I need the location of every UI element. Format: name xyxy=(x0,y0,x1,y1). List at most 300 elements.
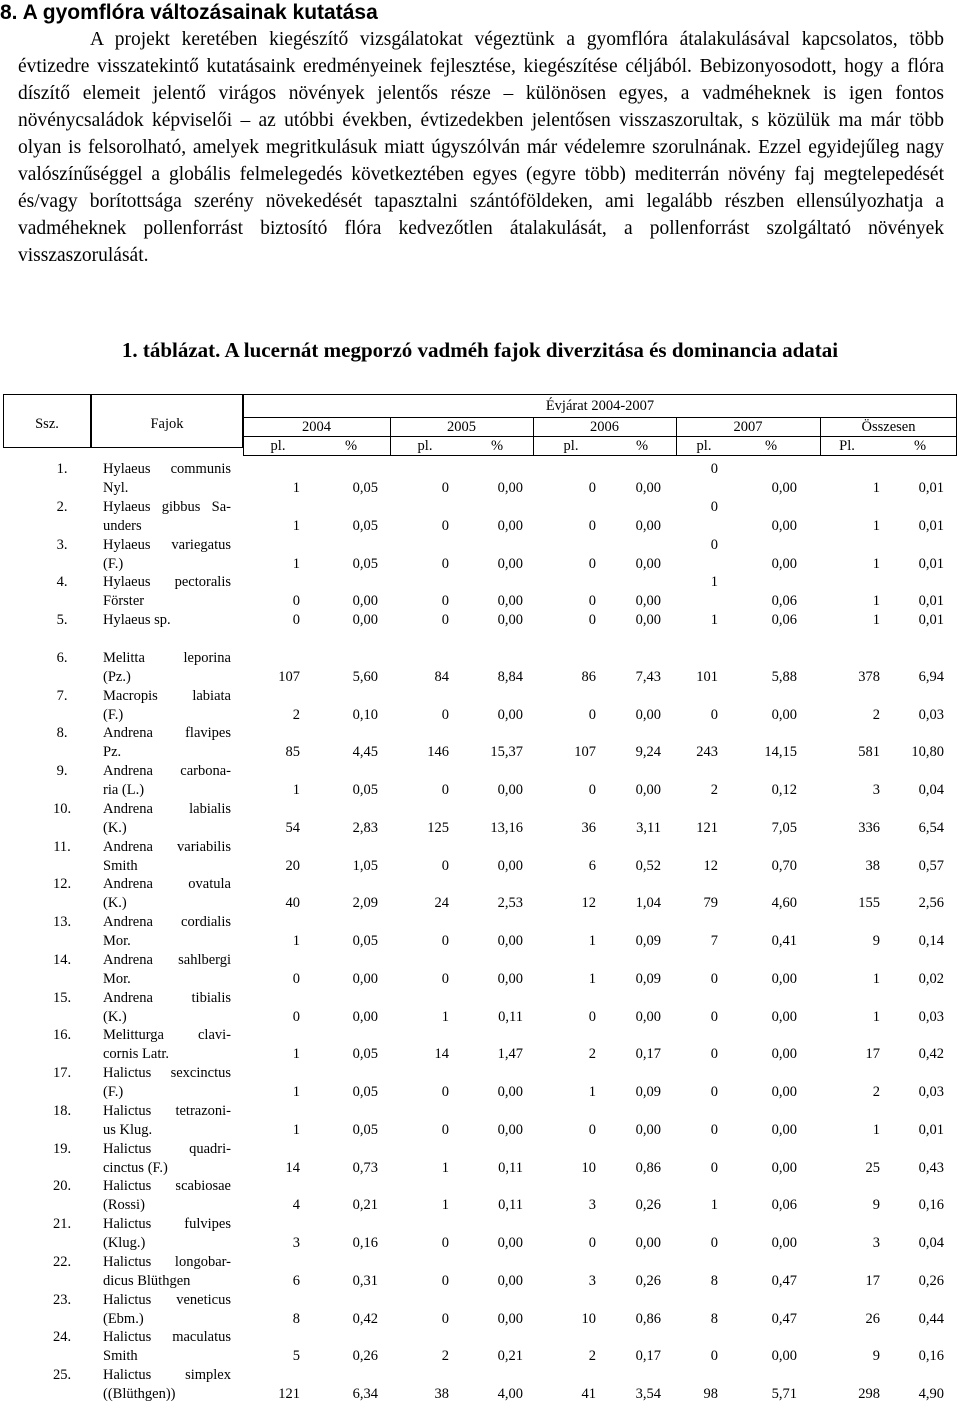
cell-value: 1 xyxy=(872,517,880,534)
cell-value: 0,00 xyxy=(497,612,523,628)
row-number: 12. xyxy=(52,876,72,893)
cell-value: 0,01 xyxy=(918,1121,944,1138)
species-name: dicus Blüthgen xyxy=(103,1272,191,1289)
year-header: 2004 xyxy=(302,419,331,435)
cell-value: 26 xyxy=(865,1310,880,1327)
cell-value: 0,09 xyxy=(635,933,661,949)
species-name: (Klug.) xyxy=(103,1235,146,1251)
data-table xyxy=(0,394,960,1409)
cell-value: 1 xyxy=(588,1084,596,1100)
cell-value: 7,05 xyxy=(771,819,797,836)
cell-value: 0 xyxy=(588,1008,596,1025)
cell-value: 6,54 xyxy=(918,819,944,836)
cell-value: 0 xyxy=(292,612,300,628)
species-name: us Klug. xyxy=(103,1121,153,1138)
species-name: Förster xyxy=(103,593,145,610)
cell-value: 0,01 xyxy=(918,612,944,628)
cell-value: 1 xyxy=(292,517,300,534)
row-number: 1. xyxy=(56,461,68,477)
species-name: Hylaeus pectoralis xyxy=(103,574,231,591)
cell-value: 0 xyxy=(441,1310,449,1327)
row-number: 11. xyxy=(53,838,71,855)
species-name: Mor. xyxy=(103,970,131,987)
cell-value: 0 xyxy=(710,1008,718,1025)
cell-value: 0 xyxy=(292,1008,300,1025)
cell-value: 0,26 xyxy=(918,1272,944,1289)
cell-value: 0,00 xyxy=(497,857,523,874)
cell-value: 0,00 xyxy=(771,1348,797,1365)
cell-value: 0 xyxy=(710,498,718,515)
cell-value: 25 xyxy=(865,1159,880,1176)
cell-value: 0,06 xyxy=(771,1197,797,1214)
cell-value: 0 xyxy=(710,1121,718,1138)
cell-value: 0,00 xyxy=(771,706,797,723)
unit-header: pl. xyxy=(563,438,579,454)
cell-value: 0,26 xyxy=(352,1348,378,1365)
cell-value: 2,09 xyxy=(352,895,378,912)
species-name: Melitta leporina xyxy=(103,649,231,666)
species-name: Mor. xyxy=(103,933,131,949)
cell-value: 0,00 xyxy=(635,612,661,628)
cell-value: 0,02 xyxy=(918,970,944,987)
row-number: 14. xyxy=(52,951,72,968)
cell-value: 17 xyxy=(865,1046,880,1063)
species-name: Halictus sexcinctus xyxy=(103,1065,231,1081)
row-number: 10. xyxy=(52,800,72,817)
cell-value: 0,00 xyxy=(497,706,523,723)
cell-value: 0,01 xyxy=(918,593,944,610)
cell-value: 38 xyxy=(434,1386,449,1402)
cell-value: 107 xyxy=(278,668,300,685)
species-name: Smith xyxy=(103,857,138,874)
cell-value: 1 xyxy=(710,1197,718,1214)
cell-value: 1 xyxy=(872,612,880,628)
cell-value: 2,56 xyxy=(918,895,944,912)
cell-value: 14 xyxy=(285,1159,300,1176)
species-name: Halictus veneticus xyxy=(103,1291,231,1308)
cell-value: 0,00 xyxy=(771,1235,797,1251)
cell-value: 0,21 xyxy=(497,1348,523,1365)
cell-value: 101 xyxy=(696,668,718,685)
cell-value: 0 xyxy=(710,1084,718,1100)
species-name: (K.) xyxy=(103,895,127,912)
cell-value: 84 xyxy=(434,668,449,685)
unit-header: pl. xyxy=(696,438,712,454)
row-number: 16. xyxy=(52,1027,72,1044)
row-number: 21. xyxy=(52,1216,72,1232)
cell-value: 8,84 xyxy=(497,668,523,685)
cell-value: 0 xyxy=(441,555,449,572)
species-name: Andrena ovatula xyxy=(103,876,231,893)
cell-value: 0,00 xyxy=(771,517,797,534)
cell-value: 0 xyxy=(588,782,596,798)
species-name: Halictus longobar- xyxy=(103,1253,231,1270)
cell-value: 0,05 xyxy=(352,1046,378,1063)
year-header: 2007 xyxy=(733,419,763,435)
cell-value: 0 xyxy=(441,517,449,534)
species-name: Halictus maculatus xyxy=(103,1329,231,1346)
cell-value: 107 xyxy=(574,744,596,761)
unit-header: % xyxy=(490,438,504,454)
cell-value: 5,60 xyxy=(352,668,378,685)
cell-value: 1,47 xyxy=(497,1046,523,1063)
cell-value: 0,00 xyxy=(771,1008,797,1025)
species-name: Andrena labialis xyxy=(103,800,231,817)
cell-value: 4 xyxy=(292,1197,300,1214)
species-name: ria (L.) xyxy=(103,782,145,798)
cell-value: 4,90 xyxy=(918,1386,944,1402)
cell-value: 0,21 xyxy=(352,1197,378,1214)
cell-value: 378 xyxy=(858,668,880,685)
cell-value: 0,57 xyxy=(918,857,944,874)
cell-value: 0,00 xyxy=(497,1310,523,1327)
cell-value: 1,05 xyxy=(352,857,378,874)
cell-value: 1,04 xyxy=(635,895,661,912)
row-number: 6. xyxy=(56,649,68,666)
cell-value: 1 xyxy=(292,555,300,572)
row-number: 19. xyxy=(52,1140,72,1157)
cell-value: 1 xyxy=(292,1121,300,1138)
row-number: 23. xyxy=(52,1291,72,1308)
cell-value: 581 xyxy=(858,744,880,761)
species-name: Andrena tibialis xyxy=(103,989,231,1006)
unit-header: pl. xyxy=(417,438,433,454)
cell-value: 1 xyxy=(872,555,880,572)
species-name: Halictus quadri- xyxy=(103,1140,231,1157)
year-header: 2005 xyxy=(447,419,476,435)
cell-value: 0 xyxy=(441,480,449,496)
cell-value: 146 xyxy=(427,744,449,761)
cell-value: 98 xyxy=(703,1386,718,1402)
cell-value: 1 xyxy=(292,782,300,798)
cell-value: 6 xyxy=(588,857,596,874)
section-heading: 8. A gyomflóra változásainak kutatása xyxy=(0,1,378,24)
cell-value: 10 xyxy=(581,1310,596,1327)
cell-value: 0 xyxy=(710,970,718,987)
cell-value: 1 xyxy=(588,970,596,987)
cell-value: 1 xyxy=(292,933,300,949)
cell-value: 41 xyxy=(581,1386,596,1402)
header-bottom-rule xyxy=(243,455,957,456)
cell-value: 0 xyxy=(292,970,300,987)
cell-value: 243 xyxy=(696,744,718,761)
cell-value: 0,47 xyxy=(771,1272,797,1289)
row-number: 7. xyxy=(56,687,68,704)
row-number: 18. xyxy=(52,1102,72,1119)
cell-value: 0 xyxy=(441,1272,449,1289)
cell-value: 2 xyxy=(872,706,880,723)
cell-value: 0 xyxy=(441,593,449,610)
cell-value: 0,03 xyxy=(918,1008,944,1025)
cell-value: 0,00 xyxy=(771,970,797,987)
cell-value: 0 xyxy=(710,461,718,477)
cell-value: 4,00 xyxy=(497,1386,523,1402)
cell-value: 0,00 xyxy=(635,517,661,534)
cell-value: 0,05 xyxy=(352,555,378,572)
cell-value: 1 xyxy=(872,593,880,610)
cell-value: 0 xyxy=(710,1348,718,1365)
cell-value: 0 xyxy=(710,1235,718,1251)
cell-value: 121 xyxy=(696,819,718,836)
cell-value: 3 xyxy=(292,1235,300,1251)
species-name: Andrena carbona- xyxy=(103,763,231,779)
cell-value: 0,05 xyxy=(352,1084,378,1100)
species-name: Smith xyxy=(103,1348,138,1365)
cell-value: 5,88 xyxy=(771,668,797,685)
cell-value: 0,00 xyxy=(635,555,661,572)
cell-value: 0,00 xyxy=(352,593,378,610)
cell-value: 24 xyxy=(434,895,449,912)
species-name: (K.) xyxy=(103,1008,127,1025)
cell-value: 0,00 xyxy=(497,782,523,798)
species-name: (F.) xyxy=(103,706,124,723)
cell-value: 0,03 xyxy=(918,706,944,723)
cell-value: 14,15 xyxy=(764,744,797,761)
cell-value: 298 xyxy=(858,1386,880,1402)
cell-value: 0,00 xyxy=(635,1235,661,1251)
body-paragraph: A projekt keretében kiegészítő vizsgálatokat végeztünk a gyomflóra átalakulásával kapcsolatos, több évtizedre visszatekintő kutatásaink eredményeinek fejlesztése, kiegészítése céljából. Bebizonyosodott, hogy a flóra díszítő elemeit jelentő virágos növények jelentős része – különösen egyes, a vadméheknek is igen fontos növénycsaládok képviselői – az utóbbi években, évtizedekben jelentősen visszaszorultak, s közülük ma már több olyan is felsorolható, amelyek megritkulásuk miatt úgyszólván már védelemre szorulnának. Ezzel egyidejűleg nagy valószínűséggel a globális felmelegedés következtében egyes (egyre több) mediterrán növény faj megtelepedését és/vagy borítottsága szerény növekedését tapasztalni szántóföldeken, ami legalább részben ellensúlyozhatja a vadméheknek pollenforrást biztosító flóra kedvezőtlen átalakulását, a pollenforrást szolgáltató növények visszaszorulását. xyxy=(18,29,944,266)
cell-value: 15,37 xyxy=(490,744,523,761)
unit-header: Pl. xyxy=(839,438,855,454)
cell-value: 0,11 xyxy=(498,1159,523,1176)
cell-value: 0,01 xyxy=(918,517,944,534)
cell-value: 0,41 xyxy=(771,933,797,949)
cell-value: 2 xyxy=(441,1348,449,1365)
cell-value: 0,05 xyxy=(352,517,378,534)
cell-value: 0,00 xyxy=(497,517,523,534)
cell-value: 336 xyxy=(858,819,880,836)
cell-value: 9 xyxy=(872,933,880,949)
cell-value: 0,00 xyxy=(771,1084,797,1100)
cell-value: 0 xyxy=(441,857,449,874)
cell-value: 1 xyxy=(441,1197,449,1214)
cell-value: 0,11 xyxy=(498,1197,523,1214)
cell-value: 0,10 xyxy=(352,706,378,723)
unit-header: % xyxy=(913,438,927,454)
cell-value: 0 xyxy=(441,706,449,723)
cell-value: 0,00 xyxy=(635,593,661,610)
cell-value: 1 xyxy=(872,480,880,496)
row-number: 2. xyxy=(56,498,68,515)
cell-value: 5,71 xyxy=(771,1386,797,1402)
species-name: Halictus simplex xyxy=(103,1367,231,1383)
cell-value: 0,00 xyxy=(497,970,523,987)
cell-value: 7,43 xyxy=(635,668,661,685)
species-name: Hylaeus gibbus Sa- xyxy=(103,498,231,515)
cell-value: 12 xyxy=(581,895,596,912)
cell-value: 0 xyxy=(588,517,596,534)
cell-value: 0 xyxy=(710,1159,718,1176)
row-number: 4. xyxy=(56,574,68,591)
cell-value: 0 xyxy=(588,1121,596,1138)
cell-value: 0,12 xyxy=(771,782,797,798)
cell-value: 0,00 xyxy=(497,1121,523,1138)
cell-value: 3,11 xyxy=(636,819,661,836)
cell-value: 0,05 xyxy=(352,933,378,949)
cell-value: 1 xyxy=(872,1008,880,1025)
cell-value: 0 xyxy=(441,612,449,628)
cell-value: 0,05 xyxy=(352,782,378,798)
cell-value: 0,00 xyxy=(497,480,523,496)
cell-value: 0,47 xyxy=(771,1310,797,1327)
cell-value: 0,04 xyxy=(918,1235,944,1251)
species-name: Pz. xyxy=(103,744,122,761)
cell-value: 8 xyxy=(710,1272,718,1289)
cell-value: 1 xyxy=(292,1084,300,1100)
cell-value: 0,16 xyxy=(918,1348,944,1365)
species-name: Andrena variabilis xyxy=(103,838,231,855)
cell-value: 1 xyxy=(441,1159,449,1176)
cell-value: 0,86 xyxy=(635,1310,661,1327)
species-name: Macropis labiata xyxy=(103,687,231,704)
cell-value: 0 xyxy=(710,706,718,723)
species-name: (F.) xyxy=(103,555,124,572)
cell-value: 38 xyxy=(865,857,880,874)
species-name: (Pz.) xyxy=(103,668,131,685)
cell-value: 0,00 xyxy=(497,933,523,949)
cell-value: 0,43 xyxy=(918,1159,944,1176)
cell-value: 0 xyxy=(588,612,596,628)
cell-value: 2 xyxy=(588,1348,596,1365)
cell-value: 6,34 xyxy=(352,1386,378,1402)
cell-value: 12 xyxy=(703,857,718,874)
table-caption: 1. táblázat. A lucernát megporzó vadméh fajok diverzitása és dominancia adatai xyxy=(121,338,839,362)
cell-value: 0,00 xyxy=(635,480,661,496)
cell-value: 0,06 xyxy=(771,612,797,628)
cell-value: 4,45 xyxy=(352,744,378,761)
species-name: Halictus tetrazoni- xyxy=(103,1102,231,1119)
row-number: 25. xyxy=(52,1367,72,1383)
species-name: Andrena cordialis xyxy=(103,914,231,930)
cell-value: 1 xyxy=(292,1046,300,1063)
cell-value: 0,00 xyxy=(352,1008,378,1025)
cell-value: 0 xyxy=(441,782,449,798)
cell-value: 0,00 xyxy=(497,555,523,572)
cell-value: 0,06 xyxy=(771,593,797,610)
cell-value: 54 xyxy=(285,819,300,836)
row-number: 15. xyxy=(52,989,72,1006)
unit-header: pl. xyxy=(270,438,286,454)
cell-value: 8 xyxy=(710,1310,718,1327)
cell-value: 0,31 xyxy=(352,1272,378,1289)
species-name: unders xyxy=(103,517,142,534)
cell-value: 0,00 xyxy=(497,1235,523,1251)
cell-value: 9,24 xyxy=(635,744,661,761)
species-name: ((Blüthgen)) xyxy=(103,1386,176,1402)
cell-value: 1 xyxy=(872,970,880,987)
cell-value: 0 xyxy=(292,593,300,610)
cell-value: 0,00 xyxy=(771,480,797,496)
cell-value: 0,17 xyxy=(635,1348,661,1365)
cell-value: 0,42 xyxy=(918,1046,944,1063)
unit-header: % xyxy=(344,438,358,454)
cell-value: 0,00 xyxy=(771,1046,797,1063)
cell-value: 10,80 xyxy=(911,744,944,761)
cell-value: 0 xyxy=(441,970,449,987)
cell-value: 3 xyxy=(588,1272,596,1289)
cell-value: 1 xyxy=(872,1121,880,1138)
cell-value: 125 xyxy=(427,819,449,836)
cell-value: 3 xyxy=(872,1235,880,1251)
cell-value: 3 xyxy=(588,1197,596,1214)
species-name: (F.) xyxy=(103,1084,124,1100)
cell-value: 10 xyxy=(581,1159,596,1176)
species-name: Halictus scabiosae xyxy=(103,1178,231,1195)
year-header: Összesen xyxy=(861,419,916,435)
row-number: 9. xyxy=(56,763,68,779)
cell-value: 85 xyxy=(285,744,300,761)
species-name: Melitturga clavi- xyxy=(103,1027,231,1044)
cell-value: 9 xyxy=(872,1348,880,1365)
cell-value: 0 xyxy=(710,1046,718,1063)
cell-value: 3 xyxy=(872,782,880,798)
cell-value: 0,03 xyxy=(918,1084,944,1100)
cell-value: 0,86 xyxy=(635,1159,661,1176)
cell-value: 121 xyxy=(278,1386,300,1402)
cell-value: 0,00 xyxy=(635,782,661,798)
cell-value: 0,01 xyxy=(918,555,944,572)
row-number: 5. xyxy=(56,612,68,628)
cell-value: 1 xyxy=(710,574,718,591)
species-name: Andrena sahlbergi xyxy=(103,951,231,968)
cell-value: 8 xyxy=(292,1310,300,1327)
cell-value: 0,26 xyxy=(635,1272,661,1289)
species-name: Nyl. xyxy=(103,480,129,496)
cell-value: 0,00 xyxy=(771,1159,797,1176)
cell-value: 0 xyxy=(441,933,449,949)
cell-value: 0,00 xyxy=(635,1008,661,1025)
species-name: Halictus fulvipes xyxy=(103,1216,231,1232)
cell-value: 14 xyxy=(434,1046,449,1063)
cell-value: 1 xyxy=(441,1008,449,1025)
species-name: Hylaeus communis xyxy=(103,461,231,477)
unit-header: % xyxy=(635,438,649,454)
cell-value: 0,05 xyxy=(352,1121,378,1138)
species-name: (Ebm.) xyxy=(103,1310,144,1327)
cell-value: 1 xyxy=(588,933,596,949)
cell-value: 0,09 xyxy=(635,970,661,987)
cell-value: 0,44 xyxy=(918,1310,944,1327)
cell-value: 1 xyxy=(710,612,718,628)
cell-value: 13,16 xyxy=(490,819,523,836)
cell-value: 0,52 xyxy=(635,857,661,874)
cell-value: 0,09 xyxy=(635,1084,661,1100)
cell-value: 0 xyxy=(441,1084,449,1100)
cell-value: 6,94 xyxy=(918,668,944,685)
cell-value: 2 xyxy=(710,782,718,798)
row-number: 22. xyxy=(52,1253,72,1270)
species-name: Hylaeus variegatus xyxy=(103,536,231,553)
col-fajok-header: Fajok xyxy=(150,416,184,432)
cell-value: 0,14 xyxy=(918,933,944,949)
col-ssz-header: Ssz. xyxy=(35,416,59,432)
cell-value: 6 xyxy=(292,1272,300,1289)
species-name: cornis Latr. xyxy=(103,1046,170,1063)
cell-value: 0,00 xyxy=(497,1272,523,1289)
cell-value: 0,42 xyxy=(352,1310,378,1327)
cell-value: 79 xyxy=(703,895,718,912)
cell-value: 0,70 xyxy=(771,857,797,874)
species-name: (Rossi) xyxy=(103,1197,145,1214)
row-number: 13. xyxy=(52,914,72,930)
cell-value: 0,00 xyxy=(352,970,378,987)
cell-value: 0,00 xyxy=(635,706,661,723)
species-name: Hylaeus sp. xyxy=(103,612,171,628)
row-number: 8. xyxy=(56,725,68,742)
cell-value: 3,54 xyxy=(635,1386,661,1402)
cell-value: 0,04 xyxy=(918,782,944,798)
cell-value: 2 xyxy=(872,1084,880,1100)
